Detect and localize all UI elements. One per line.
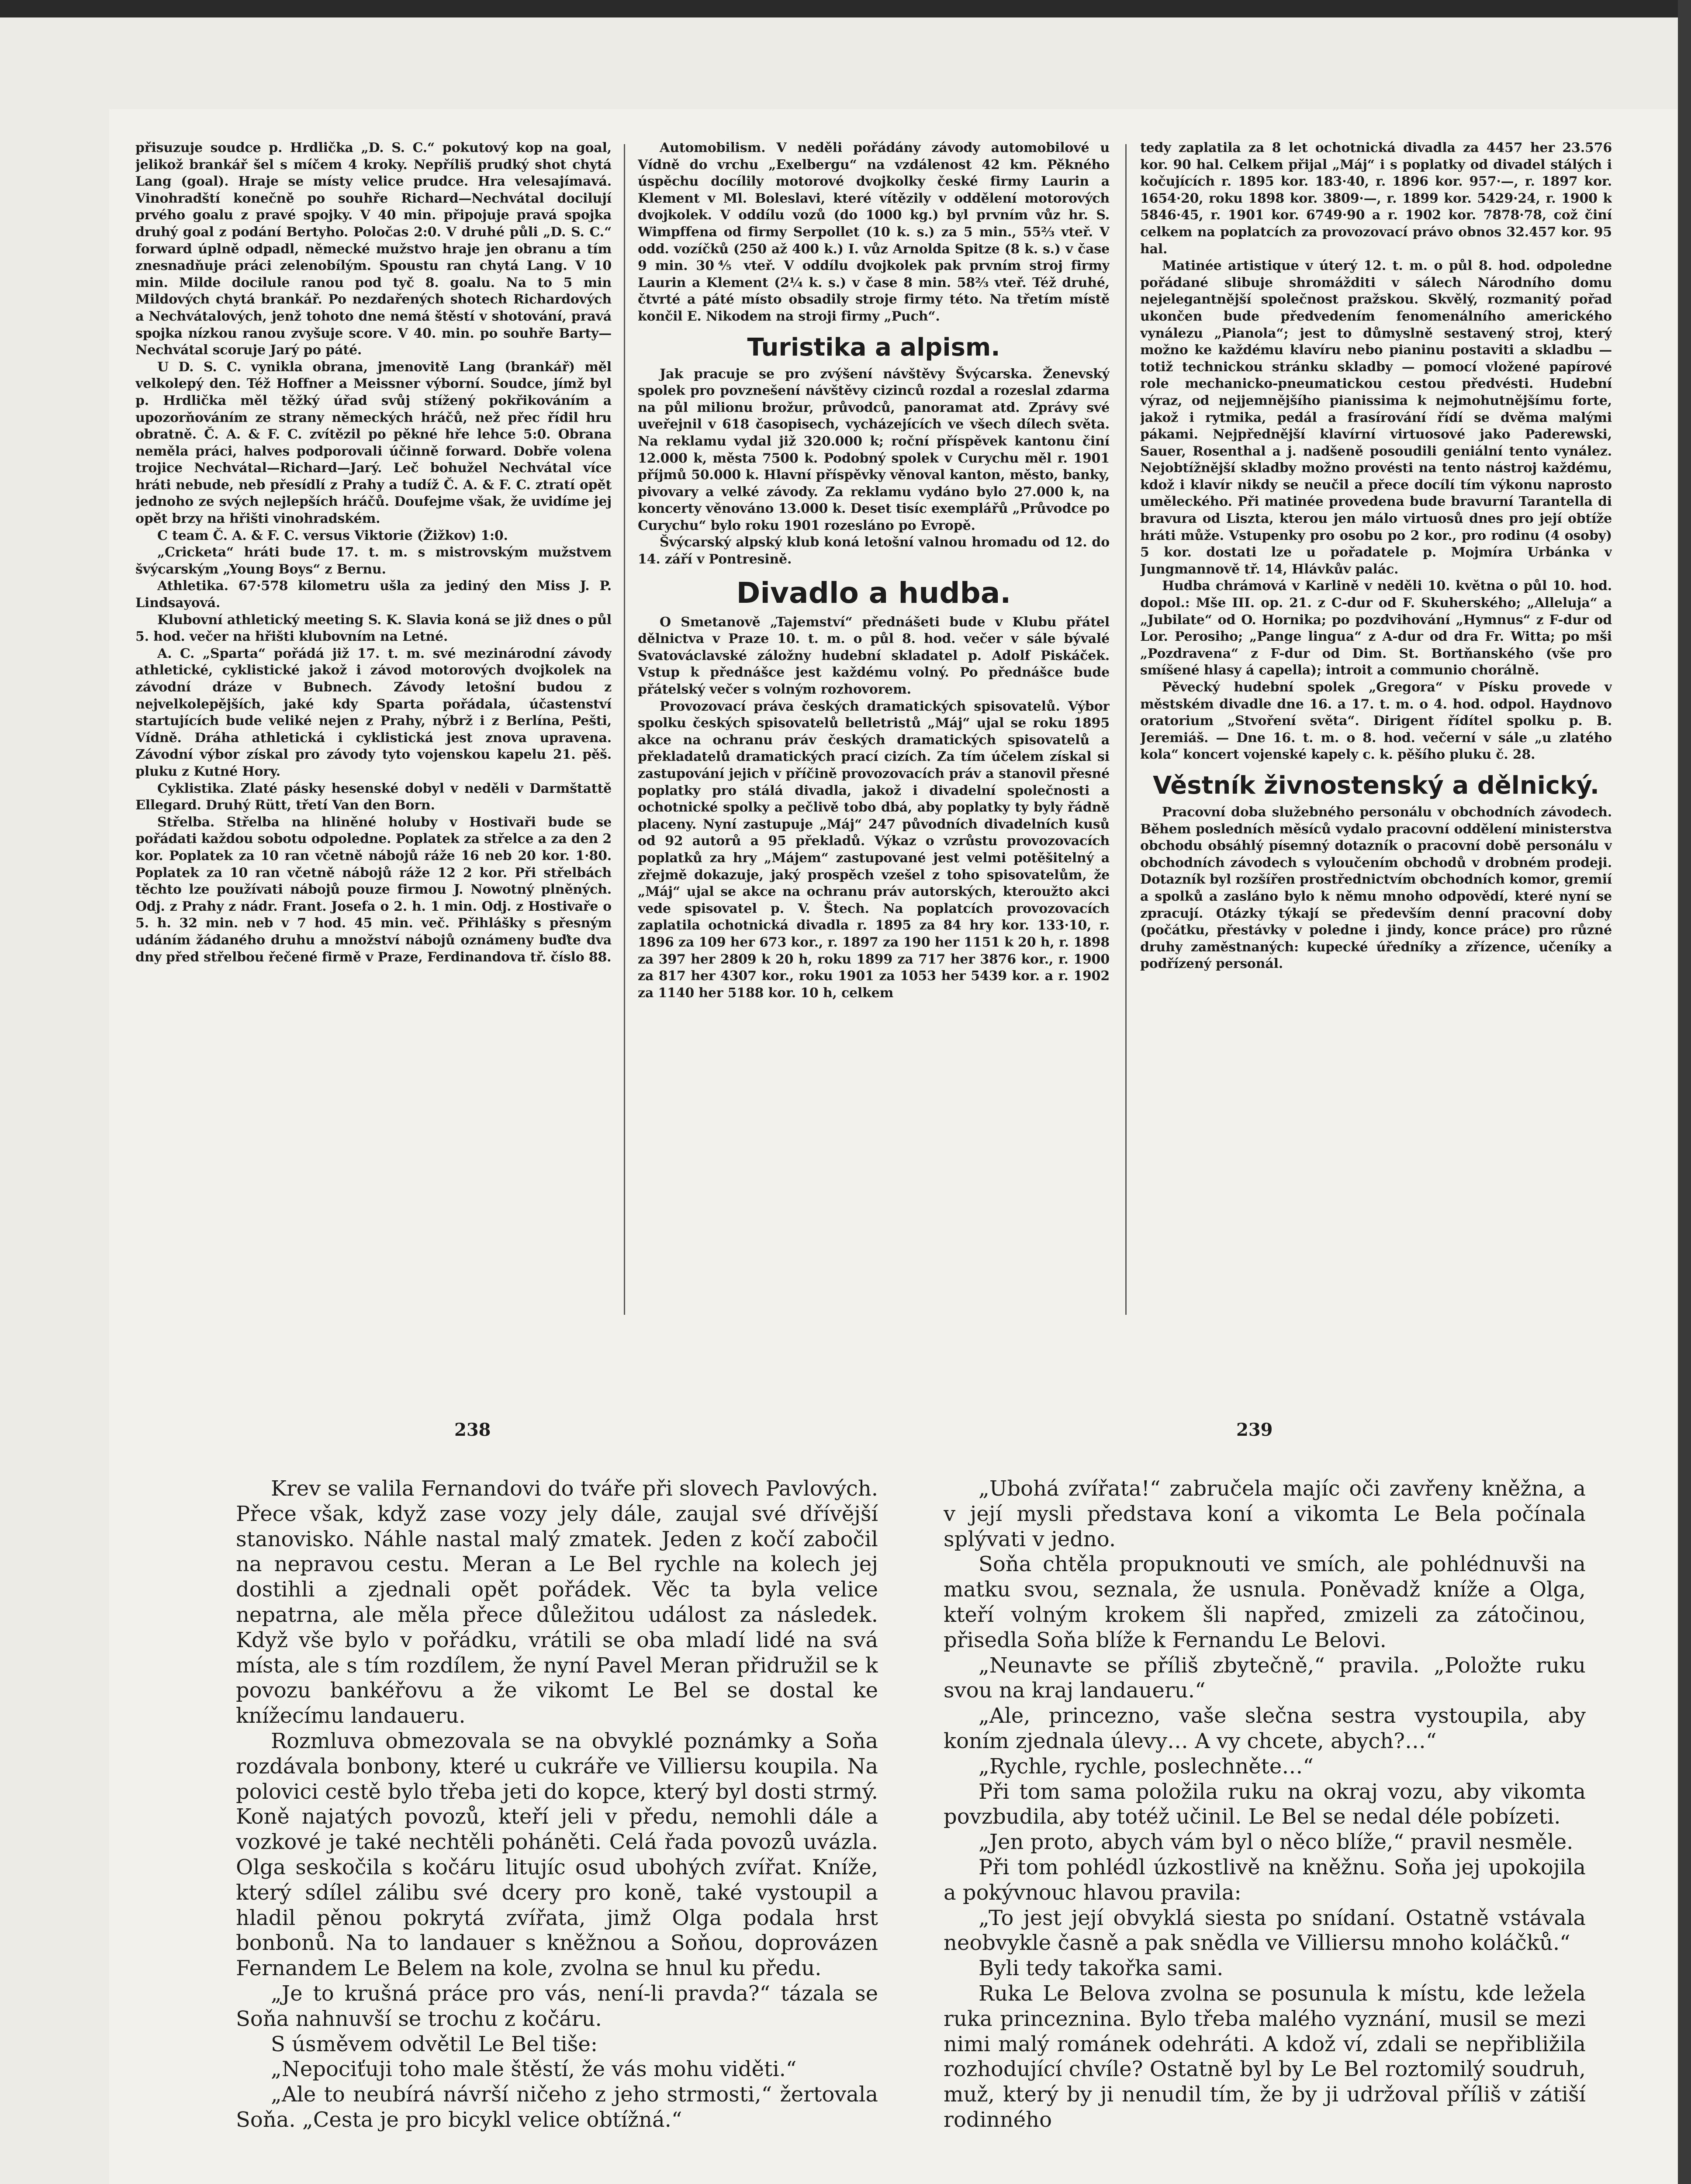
book-paragraph: Při tom sama položila ruku na okraj vozu, aby vikomta povzbudila, aby totéž učinil. Le Bel se nedal déle pobízeti.	[944, 1779, 1586, 1829]
news-paragraph: O Smetanově „Tajemství“ přednášeti bude v Klubu přátel dělnictva v Praze 10. t. m. o půl 8. hod. večer v sále bývalé Svatováclavské záložny hudební skladatel p. Adolf Piskáček. Vstup k přednášce jest každému volný. Po přednášce bude přátelský večer s volným rozhovorem.	[638, 614, 1110, 698]
scan-edge-right	[1678, 0, 1691, 2184]
section-heading-turistika: Turistika a alpism.	[747, 333, 1000, 362]
book-paragraph: Při tom pohlédl úzkostlivě na kněžnu. Soňa jej upokojila a pokývnouc hlavou pravila:	[944, 1855, 1586, 1905]
news-paragraph: Athletika. 67·578 kilometru ušla za jediný den Miss J. P. Lindsayová.	[135, 578, 612, 611]
news-paragraph: C team Č. A. & F. C. versus Viktorie (Žižkov) 1:0.	[157, 528, 508, 543]
news-paragraph: Automobilism. V neděli pořádány závody automobilové u Vídně do vrchu „Exelbergu“ na vzdálenost 42 km. Pěkného úspěchu docílily motorové dvojkolky české firmy Laurin a Klement v Ml. Boleslavi, které vítězily v oddělení motorových dvojkolek. V oddílu vozů (do 1000 kg.) byl prvním vůz hr. S. Wimpffena od firmy Serpollet (10 k. s.) za 5 min., 55⅔ vteř. V odd. vozíčků (250 až 400 k.) I. vůz Arnolda Spitze (8 k. s.) v čase 9 min. 30⅘ vteř. V oddílu dvojkolek pak prvním stroj firmy Laurin a Klement (2¼ k. s.) v čase 8 min. 58⅔ vteř. Též druhé, čtvrté a páté místo obsadily stroje firmy této. Na třetím místě končil E. Nikodem na stroji firmy „Puch“.	[638, 140, 1110, 324]
column-divider	[1125, 144, 1127, 1315]
book-paragraph: „To jest její obvyklá siesta po snídaní. Ostatně vstávala neobvykle časně a pak snědla ve Villiersu mnoho koláčků.“	[944, 1905, 1586, 1956]
news-column-2	[638, 140, 1110, 1319]
book-page-left	[236, 1476, 878, 2184]
book-paragraph: „Jen proto, abych vám byl o něco blíže,“ pravil nesměle.	[979, 1830, 1573, 1855]
scan-edge-top	[0, 0, 1691, 17]
book-paragraph: „Je to krušná práce pro vás, není-li pravda?“ tázala se Soňa nahnuvší se trochu z kočáru.	[236, 1981, 878, 2031]
book-paragraph: „Rychle, rychle, poslechněte…“	[979, 1754, 1314, 1779]
book-paragraph: „Ale to neubírá návrší ničeho z jeho strmosti,“ žertovala Soňa. „Cesta je pro bicykl velice obtížná.“	[236, 2082, 878, 2132]
book-paragraph: Krev se valila Fernandovi do tváře při slovech Pavlových. Přece však, když zase vozy jely dále, zaujal své dřívější stanovisko. Náhle nastal malý zmatek. Jeden z kočí zabočil na nepravou cestu. Meran a Le Bel rychle na kolech jej dostihli a zjednali opět pořádek. Věc ta byla velice nepatrna, ale měla přece důležitou událost za následek. Když vše bylo v pořádku, vrátili se oba mladí lidé na svá místa, ale s tím rozdílem, že nyní Pavel Meran přidružil se k povozu bankéřovu a že vikomt Le Bel se dostal ke knížecímu landaueru.	[236, 1476, 878, 1728]
book-paragraph: Soňa chtěla propuknouti ve smích, ale pohlédnuvši na matku svou, seznala, že usnula. Poněvadž kníže a Olga, kteří volným krokem šli napřed, zmizeli za zátočinou, přisedla Soňa blíže k Fernandu Le Belovi.	[944, 1552, 1586, 1652]
news-paragraph: Provozovací práva českých dramatických spisovatelů. Výbor spolku českých spisovatelů belletristů „Máj“ ujal se roku 1895 akce na ochranu práv českých dramatických spisovatelů a překladatelů dramatických prací cizích. Za tím účelem získal si zastupování jejich v příčině provozovacích práv a stanovil přesné poplatky pro stálá divadla, jakož i divadelní společnosti a ochotnické spolky a pečlivě tobo dbá, aby poplatky ty byly řádně placeny. Nyní zastupuje „Máj“ 247 původních divadelních kusů od 92 autorů a 95 překladů. Výkaz o vzrůstu provozovacích poplatků za hry „Májem“ zastupované jest velmi potěšitelný a zřejmě dokazuje, jaký prospěch vzešel z toho spisovatelům, že „Máj“ ujal se akce na ochranu práv autorských, kteroužto akci vede spisovatel p. V. Štech. Na poplatcích provozovacích zaplatila ochotnická divadla r. 1895 za 84 hry kor. 133·10, r. 1896 za 109 her 673 kor., r. 1897 za 190 her 1151 k 20 h, r. 1898 za 397 her 2809 k 20 h, roku 1899 za 717 her 3876 kor., r. 1900 za 817 her 4307 kor., roku 1901 za 1053 her 5439 kor. a r. 1902 za 1140 her 5188 kor. 10 h, celkem	[638, 698, 1110, 1001]
news-paragraph: Klubovní athletický meeting S. K. Slavia koná se již dnes o půl 5. hod. večer na hřišti klubovním na Letné.	[135, 612, 612, 645]
column-divider	[624, 144, 625, 1315]
page-number-right: 239	[1236, 1420, 1273, 1440]
book-paragraph: „Ale, princezno, vaše slečna sestra vystoupila, aby koním zjednala úlevy… A vy chcete, abych?…“	[944, 1704, 1586, 1753]
page-number-left: 238	[454, 1420, 491, 1440]
book-paragraph: Ruka Le Belova zvolna se posunula k místu, kde ležela ruka princeznina. Bylo třeba malého vyznání, musil se mezi nimi malý románek odehráti. A kdož ví, zdali se nepřibližila rozhodující chvíle? Ostatně byl by Le Bel roztomilý soudruh, muž, který by ji nenudil tím, že by ji udržoval příliš v zátiší rodinného	[944, 1981, 1586, 2132]
newspaper-section	[135, 140, 1612, 1319]
news-column-3	[1140, 140, 1612, 1319]
news-paragraph: A. C. „Sparta“ pořádá již 17. t. m. své mezinárodní závody athletické, cyklistické jakož i závod motorových dvojkolek na závodní dráze v Bubnech. Závody letošní budou z nejvelkolepějších, jaké kdy Sparta pořádala, účastenství startujících bude veliké nejen z Prahy, nýbrž i z Berlína, Pešti, Vídně. Dráha athletická i cyklistická jest znova upravena. Závodní výbor získal pro závody tyto vojenskou kapelu 21. pěš. pluku z Kutné Hory.	[135, 646, 612, 779]
section-heading-vestnik: Věstník živnostenský a dělnický.	[1153, 771, 1599, 800]
news-paragraph: Cyklistika. Zlaté pásky hesenské dobyl v neděli v Darmštattě Ellegard. Druhý Rütt, třetí Van den Born.	[135, 781, 612, 813]
news-paragraph: U D. S. C. vynikla obrana, jmenovitě Lang (brankář) měl velkolepý den. Též Hoffner a Meissner výborní. Soudce, jímž byl p. Hrdlička měl těžký úřad svůj stížený pokřikováním a upozorňováním ze strany německých hráčů, než přec řídil hru obratně. Č. A. & F. C. zvítězil po pěkné hře lehce 5:0. Obrana neměla práci, halves podporovali účinně forward. Dobře volena trojice Nechvátal—Richard—Jarý. Leč bohužel Nechvátal více hráti nebude, neb přesídlí z Prahy a tudíž Č. A. & F. C. ztratí opět jednoho ze svých nejlepších hráčů. Doufejme však, že uvidíme jej opět brzy na hřišti vinohradském.	[135, 359, 612, 527]
section-heading-divadlo: Divadlo a hudba.	[736, 576, 1011, 610]
news-paragraph: Pracovní doba služebného personálu v obchodních závodech. Během posledních měsíců vydalo pracovní oddělení ministerstva obchodu obsáhlý písemný dotazník o pracovní době personálu v obchodních závodech s vyloučením obchodů v drobném prodeji. Dotazník byl rozšířen prostřednictvím obchodních komor, gremií a spolků a zasláno bylo k němu mnoho odpovědí, které nyní se zpracují. Otázky týkají se především denní pracovní doby (počátku, přestávky v poledne i jindy, konce práce) pro různé druhy zaměstnaných: kupecké úředníky a zřízence, učeníky a podřízený personál.	[1140, 804, 1612, 972]
news-paragraph: Švýcarský alpský klub koná letošní valnou hromadu od 12. do 14. září v Pontresině.	[638, 535, 1110, 567]
news-paragraph: Pěvecký hudební spolek „Gregora“ v Písku provede v městském divadle dne 16. a 17. t. m. o 4. hod. odpol. Haydnovo oratorium „Stvoření světa“. Dirigent řídítel spolku p. B. Jeremiáš. — Dne 16. t. m. o 8. hod. večerní v sále „u zlatého kola“ koncert vojenské kapely c. k. pěšího pluku č. 28.	[1140, 680, 1612, 763]
news-paragraph: tedy zaplatila za 8 let ochotnická divadla za 4457 her 23.576 kor. 90 hal. Celkem přijal „Máj“ i s poplatky od divadel stálých i kočujících r. 1895 kor. 183·40, r. 1896 kor. 957·—, r. 1897 kor. 1654·20, roku 1898 kor. 3809·—, r. 1899 kor. 5429·24, r. 1900 k 5846·45, r. 1901 kor. 6749·90 a r. 1902 kor. 7878·78, což činí celkem na poplatcích za provozovací právo obnos 32.457 kor. 95 hal.	[1140, 140, 1612, 257]
book-paragraph: „Neunavte se příliš zbytečně,“ pravila. „Položte ruku svou na kraj landaueru.“	[944, 1653, 1586, 1703]
news-paragraph: Matinée artistique v úterý 12. t. m. o půl 8. hod. odpoledne pořádané slibuje shromážditi v sálech Národního domu nejelegantnější společnost pražskou. Skvělý, rozmanitý pořad ukončen bude předvedením fenomenálního amerického vynálezu „Pianola“; jest to důmyslně sestavený stroj, který možno ke každému klavíru nebo pianinu postaviti a skladbu — totiž technickou stránku skladby — pomocí vložené papírové role mechanicko-pneumatickou cestou předvésti. Hudební výraz, od nejjemnějšího pianissima k nejmohutnějšímu forte, jakož i rytmika, pedál a frasírování řídí se dvěma malými pákami. Nejpřednější klavírní virtuosové jako Paderewski, Sauer, Rosenthal a j. nadšeně posoudili geniální tento vynález. Nejobtížnější skladby možno provésti na tento nástroj každému, kdož i klavír nikdy se neučil a přece docílí tím výkonu naprosto uměleckého. Při matinée provedena bude bravurní Tarantella di bravura od Liszta, kterou jen málo virtuosů dnes pro její obtíže hráti může. Vstupenky pro osobu po 2 kor., pro rodinu (4 osoby) 5 kor. dostati lze u pořadatele p. Mojmíra Urbánka v Jungmannově tř. 14, Hlávkův palác.	[1140, 258, 1612, 577]
book-paragraph: Rozmluva obmezovala se na obvyklé poznámky a Soňa rozdávala bonbony, které u cukráře ve Villiersu koupila. Na polovici cestě bylo třeba jeti do kopce, který byl dosti strmý. Koně najatých povozů, kteří jeli v předu, nemohli dále a vozkové je také nechtěli poháněti. Celá řada povozů uvázla. Olga seskočila s kočáru litujíc osud ubohých zvířat. Kníže, který sdílel zálibu své dcery pro koně, také vystoupil a hladil pěnou pokrytá zvířata, jimž Olga podala hrst bonbonů. Na to landauer s kněžnou a Soňou, doprovázen Fernandem Le Belem na kole, zvolna se hnul ku předu.	[236, 1728, 878, 1981]
book-paragraph: „Nepociťuji toho male štěstí, že vás mohu viděti.“	[271, 2057, 797, 2082]
news-paragraph: přisuzuje soudce p. Hrdlička „D. S. C.“ pokutový kop na goal, jelikož brankář šel s míčem 4 kroky. Nepříliš prudký shot chytá Lang (goal). Hraje se místy velice prudce. Hra velesajímavá. Vinohradští konečně po souhře Richard—Nechvátal docilují prvého goalu z pravé spojky. V 40 min. připojuje pravá spojka druhý goal z podání Bertyho. Poločas 2:0. V druhé půli „D. S. C.“ forward úplně odpadl, německé mužstvo hraje jen obranu a tím znesnadňuje práci zelenobílým. Spoustu ran chytá Lang. V 10 min. Milde docilule ranou pod tyč 8. goalu. Na to 5 min Mildových chytá brankář. Po nezdařených shotech Richardových a Nechvátalových, jenž tohoto dne nemá štěstí v shotování, pravá spojka nízkou ranou zvyšuje score. V 40. min. po souhře Barty—Nechvátal scoruje Jarý po páté.	[135, 140, 612, 358]
book-paragraph: S úsměvem odvětil Le Bel tiše:	[271, 2032, 598, 2056]
news-paragraph: Jak pracuje se pro zvýšení návštěvy Švýcarska. Ženevský spolek pro povznešení návštěvy cizinců rozdal a rozeslal zdarma na půl milionu brožur, průvodců, panoramat atd. Zprávy své uveřejnil v 618 časopisech, vycházejících ve všech dílech světa. Na reklamu vydal již 320.000 k; roční příspěvek kantonu činí 12.000 k, města 7500 k. Podobný spolek v Curychu měl r. 1901 příjmů 50.000 k. Hlavní příspěvky věnoval kanton, město, banky, pivovary a velké závody. Za reklamu vydáno bylo 27.000 k, na koncerty věnováno 13.000 k. Deset tisíc exemplářů „Průvodce po Curychu“ bylo roku 1901 rozesláno po Evropě.	[638, 366, 1110, 533]
news-paragraph: Hudba chrámová v Karlině v neděli 10. května o půl 10. hod. dopol.: Mše III. op. 21. z C-dur od F. Skuherského; „Alleluja“ a „Jubilate“ od O. Hornika; po pozdvihování „Hymnus“ z F-dur od Lor. Perosiho; „Pange lingua“ z A-dur od dra Fr. Witta; po mši „Pozdravena“ z F-dur od Dim. St. Bortňanského (vše pro smíšené hlasy á capella); introit a communio chorálně.	[1140, 578, 1612, 678]
news-paragraph: „Cricketa“ hráti bude 17. t. m. s mistrovským mužstvem švýcarským „Young Boys“ z Bernu.	[135, 545, 612, 577]
news-column-1	[135, 140, 612, 1319]
book-page-right	[944, 1476, 1586, 2184]
book-paragraph: Byli tedy takořka sami.	[979, 1956, 1224, 1981]
news-paragraph: Střelba. Střelba na hliněné holuby v Hostivaři bude se pořádati každou sobotu odpoledne. Poplatek za střelce a za den 2 kor. Poplatek za 10 ran včetně nábojů ráže 16 neb 20 kor. 1·80. Poplatek za 10 ran včetně nábojů ráže 12 2 kor. Při střelbách těchto lze používati nábojů pouze firmou J. Nowotný plněných. Odj. z Prahy z nádr. Frant. Josefa o 2. h. 1 min. Odj. z Hostivaře o 5. h. 32 min. neb v 7 hod. 45 min. več. Přihlášky s přesným udáním žádaného druhu a množství nábojů oznámeny buďte dva dny před střelbou řečené firmě v Praze, Ferdinandova tř. číslo 88.	[135, 814, 612, 965]
book-paragraph: „Ubohá zvířata!“ zabručela majíc oči zavřeny kněžna, a v její mysli představa koní a vikomta Le Bela počínala splývati v jedno.	[944, 1476, 1586, 1552]
